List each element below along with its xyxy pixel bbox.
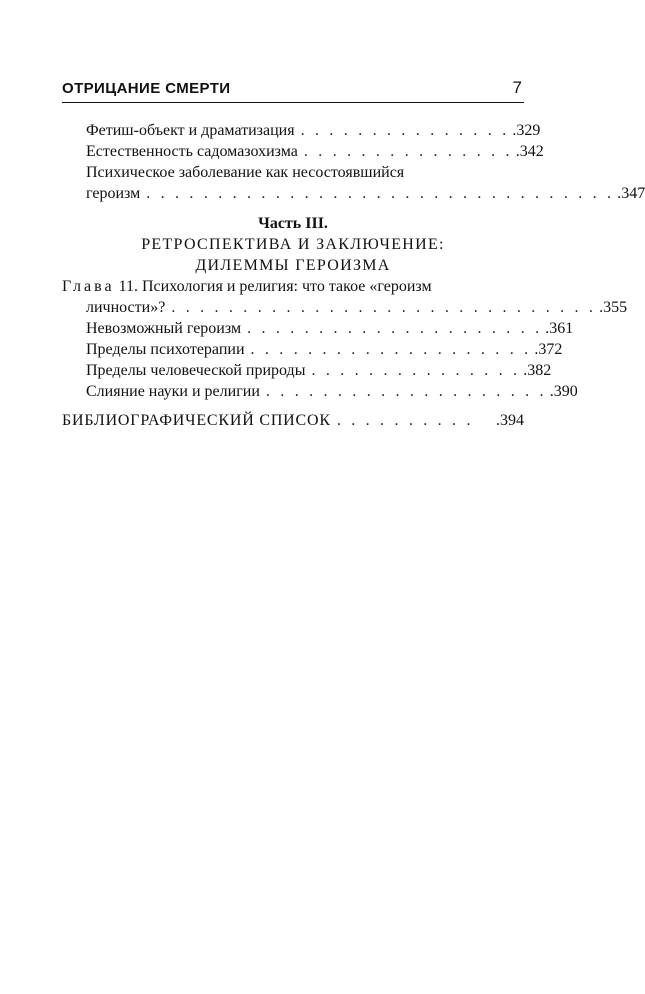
toc-entry-title: Фетиш-объект и драматизация <box>86 122 295 139</box>
toc-entry-title: Невозможный героизм <box>86 320 242 337</box>
chapter-title-text: 11. Психология и религия: что такое «героизм <box>118 278 432 295</box>
page-number: 7 <box>512 78 522 97</box>
running-head <box>62 78 524 103</box>
toc-entry-title: Психическое заболевание как несостоявшийся <box>86 164 405 181</box>
toc-entry-page: .329 <box>512 122 541 139</box>
running-head-title: ОТРИЦАНИЕ СМЕРТИ <box>62 80 231 97</box>
toc-entry-title: Пределы психотерапии <box>86 341 245 358</box>
toc-leader-dots: . . . . . . . . . . . . . . . . . . . . <box>250 341 532 358</box>
chapter-heading-line1 <box>62 276 524 297</box>
toc-entry-page: .361 <box>545 320 574 337</box>
toc-entry <box>62 360 552 381</box>
toc-entry <box>62 141 544 162</box>
toc-entry-page: .382 <box>523 362 552 379</box>
toc-entry <box>62 183 645 204</box>
toc-entry <box>62 120 541 141</box>
toc-entry-title-line1 <box>62 162 524 183</box>
toc-entry-page: .355 <box>599 299 628 316</box>
toc-entry-page: .390 <box>549 383 578 400</box>
toc-entry-page: .394 <box>496 412 524 429</box>
toc-entry-title: Пределы человеческой природы <box>86 362 306 379</box>
chapter-title-continued: личности»? <box>86 299 166 316</box>
toc-leader-dots: . . . . . . . . . . . . . . . . . . . . . . . . . . . . . . <box>171 299 597 316</box>
toc-leader-dots: . . . . . . . . . . . . . . . <box>303 143 513 160</box>
toc-entry-title-continued: героизм <box>86 185 141 202</box>
book-page <box>62 0 645 994</box>
chapter-title <box>62 276 432 297</box>
toc-entry-page: .342 <box>515 143 544 160</box>
toc-entry-page: .372 <box>534 341 563 358</box>
toc-entry <box>62 318 574 339</box>
part-title-line1: РЕТРОСПЕКТИВА И ЗАКЛЮЧЕНИЕ: <box>141 236 445 253</box>
toc-leader-dots: . . . . . . . . . . . . . . . <box>311 362 521 379</box>
toc-entry-title: Слияние науки и религии <box>86 383 260 400</box>
toc-leader-dots: . . . . . . . . . . . . . . . <box>300 122 510 139</box>
part-number: Часть III. <box>258 215 328 232</box>
bibliography-title: БИБЛИОГРАФИЧЕСКИЙ СПИСОК <box>62 412 331 429</box>
toc-entry <box>62 381 578 402</box>
toc-entry-title: Естественность садомазохизма <box>86 143 298 160</box>
toc-leader-dots: . . . . . . . . . . . . . . . . . . . . <box>265 383 547 400</box>
toc-leader-dots: . . . . . . . . . . . . . . . . . . . . . . . . . . . . . . . . . <box>146 185 615 202</box>
chapter-entry <box>62 297 628 318</box>
chapter-word: Глава <box>62 278 115 295</box>
toc-entry-page: .347 <box>617 185 645 202</box>
part-title-line2: ДИЛЕММЫ ГЕРОИЗМА <box>195 257 391 274</box>
toc-leader-dots: . . . . . . . . . . . . . . . . . . . . . <box>247 320 543 337</box>
table-of-contents <box>62 120 645 431</box>
bibliography-entry <box>62 410 524 431</box>
toc-entry <box>62 339 563 360</box>
part-heading <box>62 214 524 276</box>
toc-leader-dots: . . . . . . . . . . <box>336 412 474 429</box>
